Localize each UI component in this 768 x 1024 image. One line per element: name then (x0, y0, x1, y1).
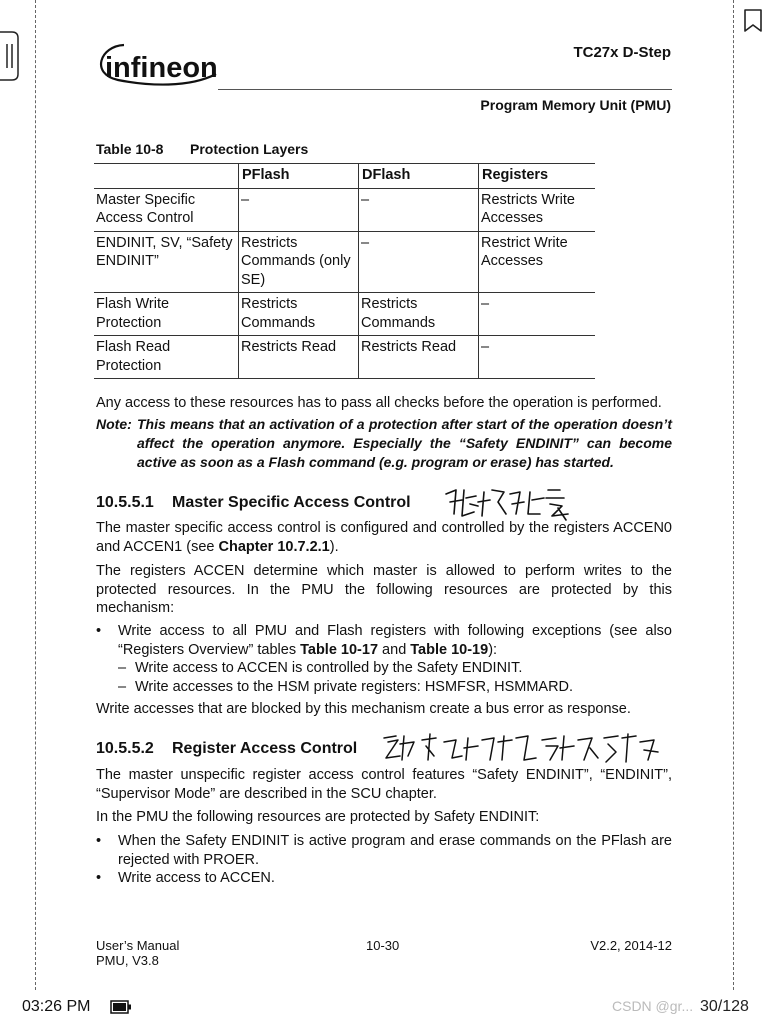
list-item (96, 622, 672, 659)
list-item (96, 869, 672, 888)
table-cell: – (239, 188, 359, 231)
bookmark-icon[interactable] (742, 8, 764, 34)
footer-manual: User’s Manual (96, 938, 180, 953)
table-number: Table 10-8 (96, 141, 164, 157)
left-margin-guide (35, 0, 36, 990)
note-label: Note: (96, 416, 132, 432)
section-2-paragraph-2: In the PMU the following resources are protected by Safety ENDINIT: (96, 809, 540, 825)
bullet: • (96, 870, 102, 886)
csdn-watermark: CSDN @gr... (612, 998, 694, 1014)
bullet: • (96, 623, 102, 639)
section-1-paragraph-3: Write accesses that are blocked by this mechanism create a bus error as response. (96, 701, 631, 717)
table-cell: – (359, 188, 479, 231)
note-text: This means that an activation of a protection after start of the operation doesn’t affect the operation anymore. Especially the “Safety ENDINIT” can become active as soon as a Flash command (e.g. program or erase) has started. (137, 416, 672, 470)
section-title: Master Specific Access Control (172, 494, 411, 511)
footer-version: PMU, V3.8 (96, 953, 159, 968)
protection-layers-table (94, 163, 595, 379)
table-reference-link[interactable]: Table 10-17 (300, 641, 379, 658)
section-title: Register Access Control (172, 740, 358, 757)
logo-text: infineon (105, 52, 218, 84)
footer-revision: V2.2, 2014-12 (590, 938, 672, 953)
handwritten-annotation-1 (440, 484, 580, 522)
table-header-row (94, 164, 595, 189)
sub-list-item (118, 678, 573, 697)
table-cell: – (359, 231, 479, 293)
paragraph-text: and (378, 641, 411, 658)
footer-left (96, 938, 179, 968)
section-number: 10.5.5.2 (96, 740, 154, 757)
table-cell: Flash Read Protection (94, 336, 239, 379)
table-cell: Restricts Commands (239, 293, 359, 336)
section-2-paragraph-1: The master unspecific register access control features “Safety ENDINIT”, “ENDINIT”, “Supervisor Mode” are described in the SCU chapter. (96, 767, 672, 802)
table-row (94, 231, 595, 293)
table-cell: – (479, 336, 596, 379)
column-header: PFlash (239, 164, 359, 189)
dash: – (118, 660, 127, 676)
table-cell: Restricts Read (239, 336, 359, 379)
table-cell: Restricts Write Accesses (479, 188, 596, 231)
status-time: 03:26 PM (22, 998, 91, 1015)
column-header: Registers (479, 164, 596, 189)
header-divider (218, 89, 672, 90)
right-margin-guide (733, 0, 734, 990)
table-cell: – (479, 293, 596, 336)
paragraph-text: The master specific access control is configured and controlled by the registers ACCEN0 and ACCEN1 (see (96, 520, 672, 555)
paragraph-text: ): (488, 641, 498, 658)
sub-list-text: Write accesses to the HSM private registers: HSMFSR, HSMMARD. (135, 679, 574, 695)
table-cell: Restrict Write Accesses (479, 231, 596, 293)
section-heading-1 (96, 494, 411, 512)
page-counter[interactable]: 30/128 (700, 998, 749, 1015)
table-cell: Restricts Read (359, 336, 479, 379)
table-row (94, 188, 595, 231)
list-item-text: When the Safety ENDINIT is active program and erase commands on the PFlash are rejected with PROER. (118, 833, 672, 868)
bullet: • (96, 833, 102, 849)
table-cell: Master Specific Access Control (94, 188, 239, 231)
note-block (96, 415, 672, 472)
side-panel-handle-icon[interactable] (0, 30, 20, 82)
paragraph-text: Write access to all PMU and Flash registers with following exceptions (see also “Registers Overview” tables (118, 623, 672, 658)
document-title: TC27x D-Step (573, 44, 671, 61)
infineon-logo (94, 36, 224, 96)
column-header: DFlash (359, 164, 479, 189)
chapter-reference-link[interactable]: Chapter 10.7.2.1 (218, 538, 330, 555)
section-number: 10.5.5.1 (96, 494, 154, 511)
table-row (94, 293, 595, 336)
section-header-title: Program Memory Unit (PMU) (480, 97, 671, 113)
footer-page-number: 10-30 (366, 938, 400, 953)
section-heading-2 (96, 740, 357, 758)
section-1-paragraph-1 (96, 519, 672, 556)
list-item (96, 832, 672, 869)
table-cell: Restricts Commands (359, 293, 479, 336)
table-cell: Flash Write Protection (94, 293, 239, 336)
list-item-text: Write access to ACCEN. (118, 870, 275, 886)
table-cell: Restricts Commands (only SE) (239, 231, 359, 293)
table-title: Protection Layers (190, 141, 309, 157)
section-1-paragraph-2: The registers ACCEN determine which master is allowed to perform writes to the protected resources. In the PMU the following resources are protected by this mechanism: (96, 563, 672, 616)
handwritten-annotation-2 (378, 730, 664, 766)
paragraph-text: ). (329, 538, 339, 555)
list-item-text (118, 622, 672, 659)
table-caption (96, 141, 308, 157)
table-cell: ENDINIT, SV, “Safety ENDINIT” (94, 231, 239, 293)
access-paragraph: Any access to these resources has to pass all checks before the operation is performed. (96, 395, 662, 411)
table-row (94, 336, 595, 379)
dash: – (118, 679, 127, 695)
table-reference-link[interactable]: Table 10-19 (410, 641, 489, 658)
sub-list-item (118, 659, 522, 678)
battery-icon (110, 1000, 132, 1014)
sub-list-text: Write access to ACCEN is controlled by the Safety ENDINIT. (135, 660, 523, 676)
column-header (94, 164, 239, 189)
